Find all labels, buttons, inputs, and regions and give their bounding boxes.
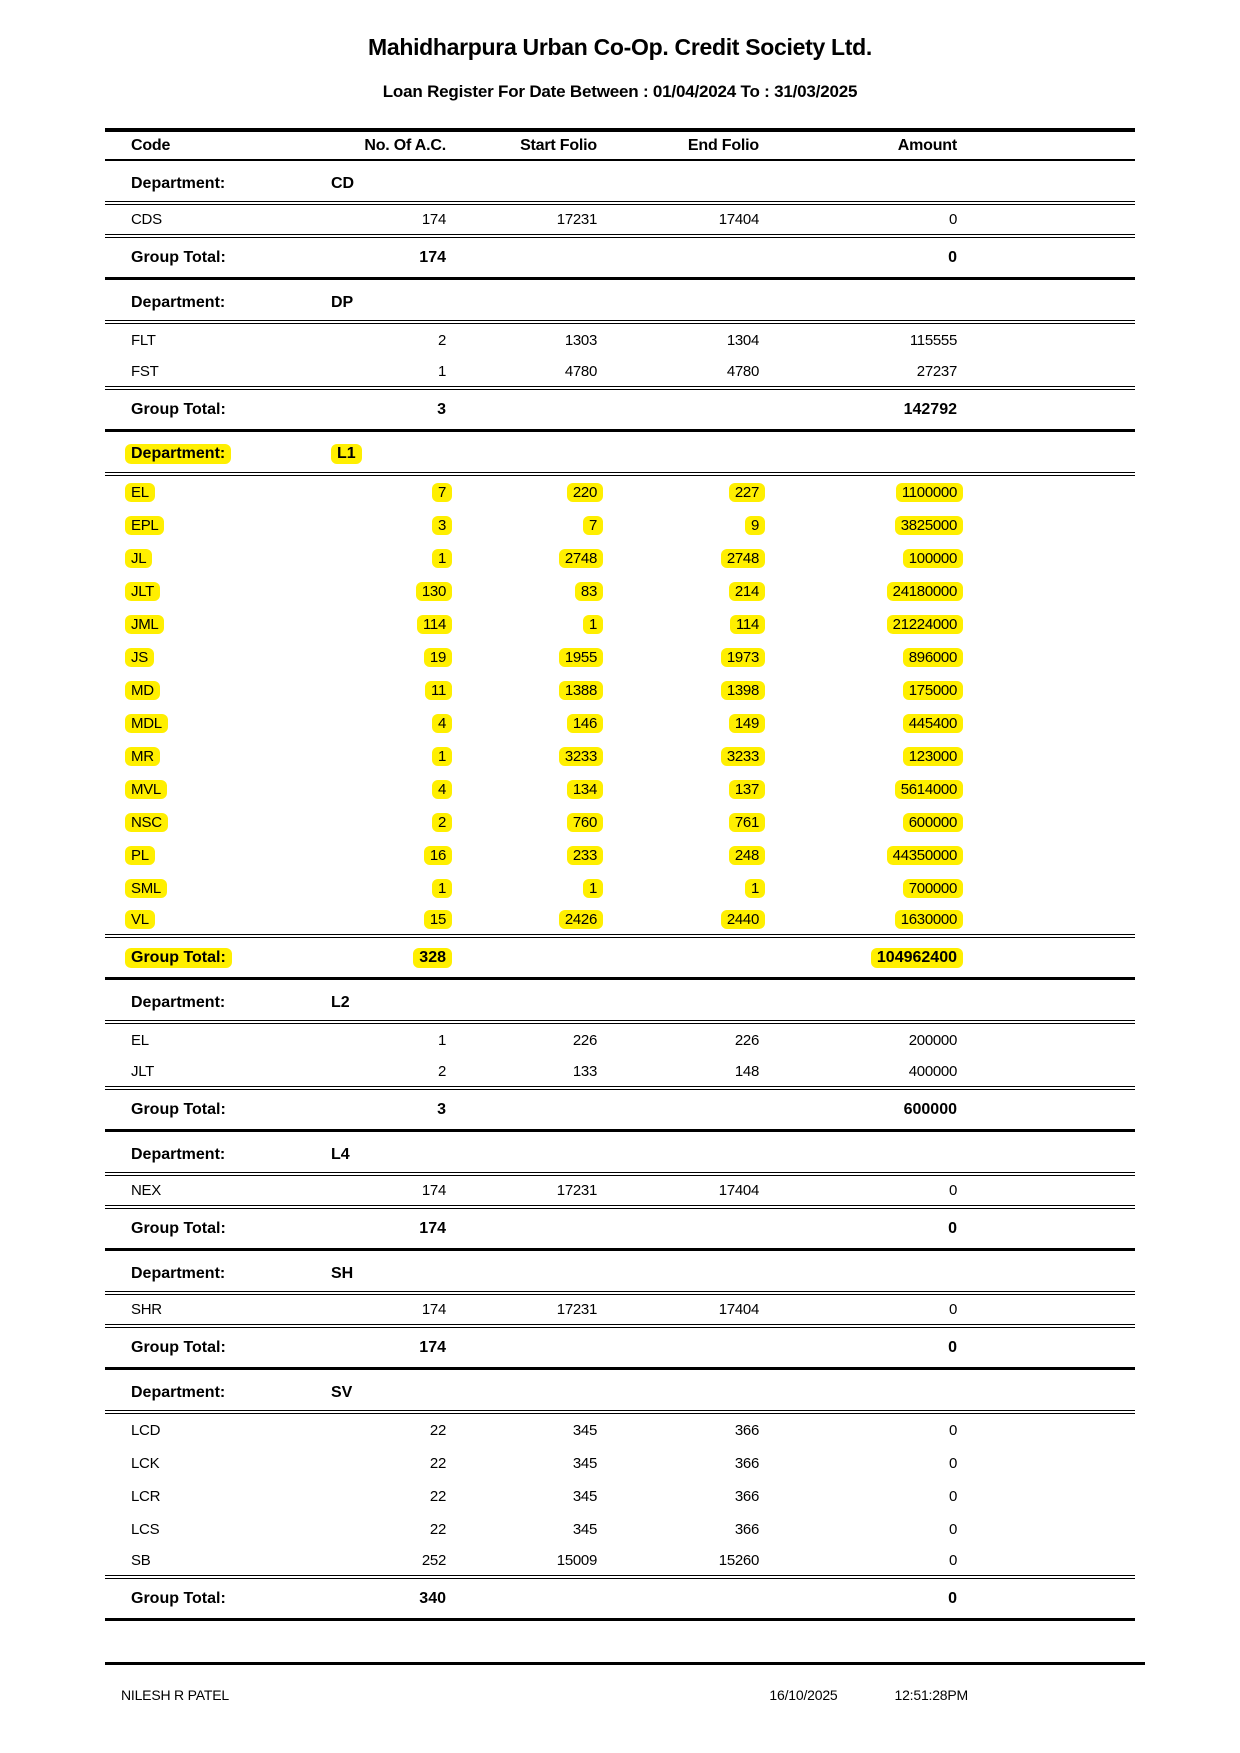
end-folio-cell: 114 (597, 615, 759, 634)
department-label: Department: (131, 1384, 226, 1401)
start-folio-cell: 220 (446, 483, 597, 502)
group-total-row-L4 (105, 1209, 1135, 1251)
no-of-ac-cell: 22 (429, 1455, 446, 1472)
no-of-ac-cell: 1 (331, 879, 446, 898)
department-label: Department: (131, 994, 226, 1011)
loan-row-MDL (105, 707, 1135, 740)
no-of-ac-cell: 22 (429, 1422, 446, 1439)
code-cell: EL (131, 1032, 149, 1049)
end-folio-cell: 366 (734, 1455, 759, 1472)
end-folio-cell: 226 (734, 1032, 759, 1049)
amount-cell: 400000 (908, 1063, 957, 1080)
department-label: Department: (131, 1146, 226, 1163)
column-header-start-folio: Start Folio (520, 136, 597, 154)
code-cell: SB (131, 1552, 151, 1569)
group-total-label: Group Total: (131, 400, 226, 418)
code-cell: EL (131, 483, 331, 502)
start-folio-cell: 134 (446, 780, 597, 799)
department-code: CD (331, 175, 355, 192)
amount-cell: 0 (948, 1182, 957, 1199)
start-folio-cell: 1955 (446, 648, 597, 667)
start-folio-cell: 760 (446, 813, 597, 832)
amount-cell: 100000 (759, 549, 957, 568)
code-cell: LCK (131, 1455, 160, 1472)
loan-row-JLT (105, 1057, 1135, 1090)
code-cell: CDS (131, 211, 162, 228)
group-total-amount: 142792 (903, 400, 957, 418)
start-folio-cell: 4780 (564, 363, 597, 380)
start-folio-cell: 133 (572, 1063, 597, 1080)
end-folio-cell: 214 (597, 582, 759, 601)
no-of-ac-cell: 4 (331, 780, 446, 799)
amount-cell: 5614000 (759, 780, 957, 799)
loan-row-LCK (105, 1447, 1135, 1480)
amount-cell: 0 (948, 1455, 957, 1472)
start-folio-cell: 3233 (446, 747, 597, 766)
end-folio-cell: 248 (597, 846, 759, 865)
end-folio-cell: 2440 (597, 910, 759, 929)
end-folio-cell: 1973 (597, 648, 759, 667)
department-row-L2 (105, 980, 1135, 1024)
no-of-ac-cell: 19 (331, 648, 446, 667)
amount-cell: 0 (948, 1488, 957, 1505)
code-cell: JLT (131, 582, 331, 601)
code-cell: LCS (131, 1521, 160, 1538)
report-footer (105, 1662, 1145, 1703)
start-folio-cell: 345 (572, 1455, 597, 1472)
group-total-count: 174 (419, 248, 446, 266)
no-of-ac-cell: 7 (331, 483, 446, 502)
amount-cell: 1100000 (759, 483, 957, 502)
amount-cell: 175000 (759, 681, 957, 700)
department-row-L4 (105, 1132, 1135, 1176)
group-total-row-CD (105, 238, 1135, 280)
group-total-count: 340 (419, 1589, 446, 1607)
group-total-row-SH (105, 1328, 1135, 1370)
department-code: L1 (331, 444, 446, 464)
group-total-row-DP (105, 390, 1135, 432)
column-header-end-folio: End Folio (687, 136, 759, 154)
department-label: Department: (131, 294, 226, 311)
end-folio-cell: 17404 (718, 1301, 759, 1318)
group-total-amount: 0 (948, 248, 957, 266)
end-folio-cell: 2748 (597, 549, 759, 568)
department-code: SH (331, 1265, 354, 1282)
department-row-CD (105, 161, 1135, 205)
amount-cell: 0 (948, 1301, 957, 1318)
department-code: L2 (331, 994, 350, 1011)
no-of-ac-cell: 114 (331, 615, 446, 634)
end-folio-cell: 3233 (597, 747, 759, 766)
group-total-row-L1 (105, 938, 1135, 980)
loan-row-JLT (105, 575, 1135, 608)
group-total-row-SV (105, 1579, 1135, 1621)
end-folio-cell: 1 (597, 879, 759, 898)
column-header-no-of-ac: No. Of A.C. (364, 136, 446, 154)
code-cell: VL (131, 910, 331, 929)
group-total-amount: 600000 (903, 1100, 957, 1118)
start-folio-cell: 2426 (446, 910, 597, 929)
no-of-ac-cell: 4 (331, 714, 446, 733)
loan-row-EL (105, 476, 1135, 509)
loan-row-PL (105, 839, 1135, 872)
no-of-ac-cell: 2 (331, 813, 446, 832)
department-code: DP (331, 294, 354, 311)
group-total-label: Group Total: (131, 1338, 226, 1356)
code-cell: EPL (131, 516, 331, 535)
group-total-label: Group Total: (131, 1589, 226, 1607)
start-folio-cell: 15009 (556, 1552, 597, 1569)
end-folio-cell: 4780 (726, 363, 759, 380)
amount-cell: 600000 (759, 813, 957, 832)
report-subtitle: Loan Register For Date Between : 01/04/2024 To : 31/03/2025 (382, 82, 858, 101)
code-cell: JML (131, 615, 331, 634)
end-folio-cell: 17404 (718, 1182, 759, 1199)
loan-row-LCR (105, 1480, 1135, 1513)
no-of-ac-cell: 174 (421, 1301, 446, 1318)
prepared-by: NILESH R PATEL (121, 1687, 229, 1703)
start-folio-cell: 226 (572, 1032, 597, 1049)
group-total-count: 174 (419, 1219, 446, 1237)
end-folio-cell: 1304 (726, 332, 759, 349)
code-cell: MDL (131, 714, 331, 733)
code-cell: MVL (131, 780, 331, 799)
amount-cell: 445400 (759, 714, 957, 733)
no-of-ac-cell: 2 (437, 332, 446, 349)
amount-cell: 123000 (759, 747, 957, 766)
loan-row-CDS (105, 205, 1135, 238)
group-total-count: 174 (419, 1338, 446, 1356)
start-folio-cell: 1303 (564, 332, 597, 349)
loan-row-JL (105, 542, 1135, 575)
no-of-ac-cell: 3 (331, 516, 446, 535)
start-folio-cell: 345 (572, 1422, 597, 1439)
loan-register-table (105, 128, 1135, 1621)
department-label: Department: (131, 1265, 226, 1282)
start-folio-cell: 1 (446, 615, 597, 634)
start-folio-cell: 17231 (556, 211, 597, 228)
code-cell: JLT (131, 1063, 154, 1080)
loan-row-SHR (105, 1295, 1135, 1328)
loan-row-VL (105, 905, 1135, 938)
no-of-ac-cell: 15 (331, 910, 446, 929)
loan-row-EPL (105, 509, 1135, 542)
no-of-ac-cell: 22 (429, 1488, 446, 1505)
loan-row-LCD (105, 1414, 1135, 1447)
start-folio-cell: 2748 (446, 549, 597, 568)
group-total-amount: 0 (948, 1589, 957, 1607)
amount-cell: 3825000 (759, 516, 957, 535)
code-cell: NSC (131, 813, 331, 832)
loan-row-JML (105, 608, 1135, 641)
print-time: 12:51:28PM (894, 1687, 968, 1703)
start-folio-cell: 7 (446, 516, 597, 535)
code-cell: JS (131, 648, 331, 667)
code-cell: FST (131, 363, 159, 380)
no-of-ac-cell: 252 (421, 1552, 446, 1569)
loan-row-LCS (105, 1513, 1135, 1546)
amount-cell: 700000 (759, 879, 957, 898)
amount-cell: 21224000 (759, 615, 957, 634)
start-folio-cell: 233 (446, 846, 597, 865)
group-total-count: 3 (437, 400, 446, 418)
loan-row-NSC (105, 806, 1135, 839)
department-code: L4 (331, 1146, 350, 1163)
end-folio-cell: 148 (734, 1063, 759, 1080)
end-folio-cell: 761 (597, 813, 759, 832)
department-label: Department: (131, 444, 331, 464)
code-cell: LCR (131, 1488, 161, 1505)
loan-row-MVL (105, 773, 1135, 806)
end-folio-cell: 17404 (718, 211, 759, 228)
table-header-row (105, 132, 1135, 161)
code-cell: NEX (131, 1182, 161, 1199)
group-total-amount: 0 (948, 1219, 957, 1237)
end-folio-cell: 366 (734, 1488, 759, 1505)
amount-cell: 1630000 (759, 910, 957, 929)
group-total-row-L2 (105, 1090, 1135, 1132)
code-cell: LCD (131, 1422, 161, 1439)
no-of-ac-cell: 16 (331, 846, 446, 865)
loan-row-SML (105, 872, 1135, 905)
loan-row-FLT (105, 324, 1135, 357)
amount-cell: 0 (948, 1521, 957, 1538)
department-code: SV (331, 1384, 353, 1401)
department-label: Department: (131, 175, 226, 192)
no-of-ac-cell: 1 (331, 747, 446, 766)
amount-cell: 896000 (759, 648, 957, 667)
department-row-DP (105, 280, 1135, 324)
amount-cell: 0 (948, 1552, 957, 1569)
amount-cell: 0 (948, 1422, 957, 1439)
start-folio-cell: 1388 (446, 681, 597, 700)
start-folio-cell: 17231 (556, 1182, 597, 1199)
amount-cell: 27237 (916, 363, 957, 380)
code-cell: FLT (131, 332, 156, 349)
code-cell: PL (131, 846, 331, 865)
loan-row-MR (105, 740, 1135, 773)
code-cell: MR (131, 747, 331, 766)
code-cell: SML (131, 879, 331, 898)
loan-row-NEX (105, 1176, 1135, 1209)
amount-cell: 24180000 (759, 582, 957, 601)
end-folio-cell: 227 (597, 483, 759, 502)
code-cell: MD (131, 681, 331, 700)
column-header-code: Code (131, 136, 171, 154)
group-total-amount: 104962400 (759, 948, 957, 968)
start-folio-cell: 1 (446, 879, 597, 898)
start-folio-cell: 83 (446, 582, 597, 601)
no-of-ac-cell: 1 (437, 363, 446, 380)
end-folio-cell: 366 (734, 1422, 759, 1439)
column-header-amount: Amount (897, 136, 957, 154)
group-total-label: Group Total: (131, 248, 226, 266)
group-total-amount: 0 (948, 1338, 957, 1356)
group-total-count: 3 (437, 1100, 446, 1118)
group-total-label: Group Total: (131, 948, 331, 968)
amount-cell: 115555 (909, 332, 957, 349)
table-body (105, 161, 1135, 1621)
start-folio-cell: 345 (572, 1488, 597, 1505)
department-row-SH (105, 1251, 1135, 1295)
no-of-ac-cell: 22 (429, 1521, 446, 1538)
loan-row-MD (105, 674, 1135, 707)
end-folio-cell: 137 (597, 780, 759, 799)
report-title: Mahidharpura Urban Co-Op. Credit Society Ltd. (367, 34, 873, 60)
no-of-ac-cell: 130 (331, 582, 446, 601)
amount-cell: 44350000 (759, 846, 957, 865)
amount-cell: 200000 (908, 1032, 957, 1049)
group-total-label: Group Total: (131, 1219, 226, 1237)
end-folio-cell: 15260 (718, 1552, 759, 1569)
start-folio-cell: 146 (446, 714, 597, 733)
start-folio-cell: 17231 (556, 1301, 597, 1318)
no-of-ac-cell: 174 (421, 211, 446, 228)
end-folio-cell: 9 (597, 516, 759, 535)
no-of-ac-cell: 11 (331, 681, 446, 700)
start-folio-cell: 345 (572, 1521, 597, 1538)
loan-row-FST (105, 357, 1135, 390)
loan-row-EL (105, 1024, 1135, 1057)
no-of-ac-cell: 1 (331, 549, 446, 568)
end-folio-cell: 149 (597, 714, 759, 733)
end-folio-cell: 1398 (597, 681, 759, 700)
group-total-label: Group Total: (131, 1100, 226, 1118)
no-of-ac-cell: 174 (421, 1182, 446, 1199)
no-of-ac-cell: 2 (437, 1063, 446, 1080)
end-folio-cell: 366 (734, 1521, 759, 1538)
department-row-L1 (105, 432, 1135, 476)
loan-row-SB (105, 1546, 1135, 1579)
code-cell: SHR (131, 1301, 162, 1318)
print-date: 16/10/2025 (769, 1687, 838, 1703)
code-cell: JL (131, 549, 331, 568)
no-of-ac-cell: 1 (437, 1032, 446, 1049)
amount-cell: 0 (948, 211, 957, 228)
group-total-count: 328 (331, 948, 446, 968)
department-row-SV (105, 1370, 1135, 1414)
loan-row-JS (105, 641, 1135, 674)
